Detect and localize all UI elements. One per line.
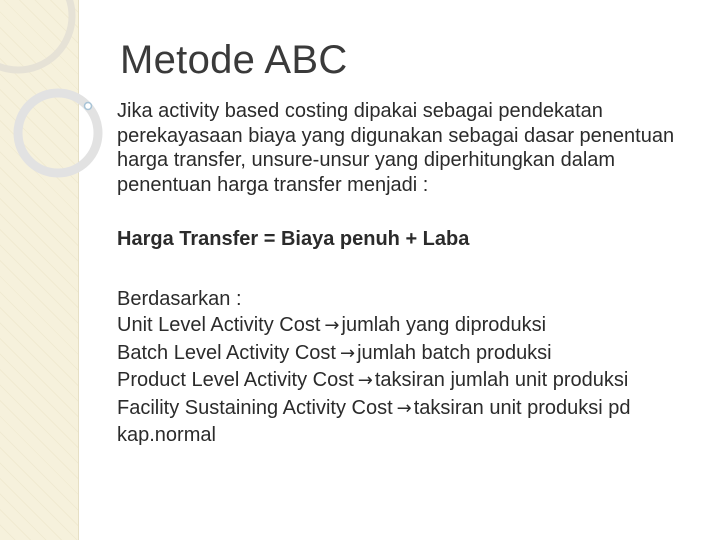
list-item [117, 312, 687, 340]
arrow-right-icon: → [357, 370, 373, 391]
cost-driver: jumlah batch produksi [357, 341, 552, 364]
activity-cost-list [117, 286, 687, 449]
cost-driver: jumlah yang diproduksi [341, 314, 547, 336]
arrow-right-icon: → [339, 342, 356, 364]
intro-paragraph: Jika activity based costing dipakai sebagai pendekatan perekayasaan biaya yang digunakan sebagai dasar penentuan harga transfer, unsure-unsur yang diperhitungkan dalam penentuan harga transfer menjadi : [117, 100, 675, 196]
cost-level-name: Product Level Activity Cost [117, 369, 354, 391]
list-item [117, 367, 687, 395]
cost-level-name: Facility Sustaining Activity Cost [117, 396, 393, 419]
small-ring-dot [85, 103, 92, 110]
list-item [117, 340, 687, 368]
cost-level-name: Unit Level Activity Cost [117, 314, 321, 336]
list-item [117, 395, 687, 449]
slide-content [117, 99, 687, 449]
cost-level-name: Batch Level Activity Cost [117, 341, 336, 364]
basis-label: Berdasarkan : [117, 287, 242, 310]
transfer-price-formula: Harga Transfer = Biaya penuh + Laba [117, 228, 470, 250]
cost-driver: taksiran jumlah unit produksi [374, 369, 629, 391]
arrow-right-icon: → [324, 315, 340, 336]
top-ring [0, 0, 72, 70]
slide-title: Metode ABC [120, 38, 348, 82]
cost-driver: taksiran unit produksi pd kap.normal [117, 396, 631, 446]
arrow-right-icon: → [396, 397, 412, 419]
